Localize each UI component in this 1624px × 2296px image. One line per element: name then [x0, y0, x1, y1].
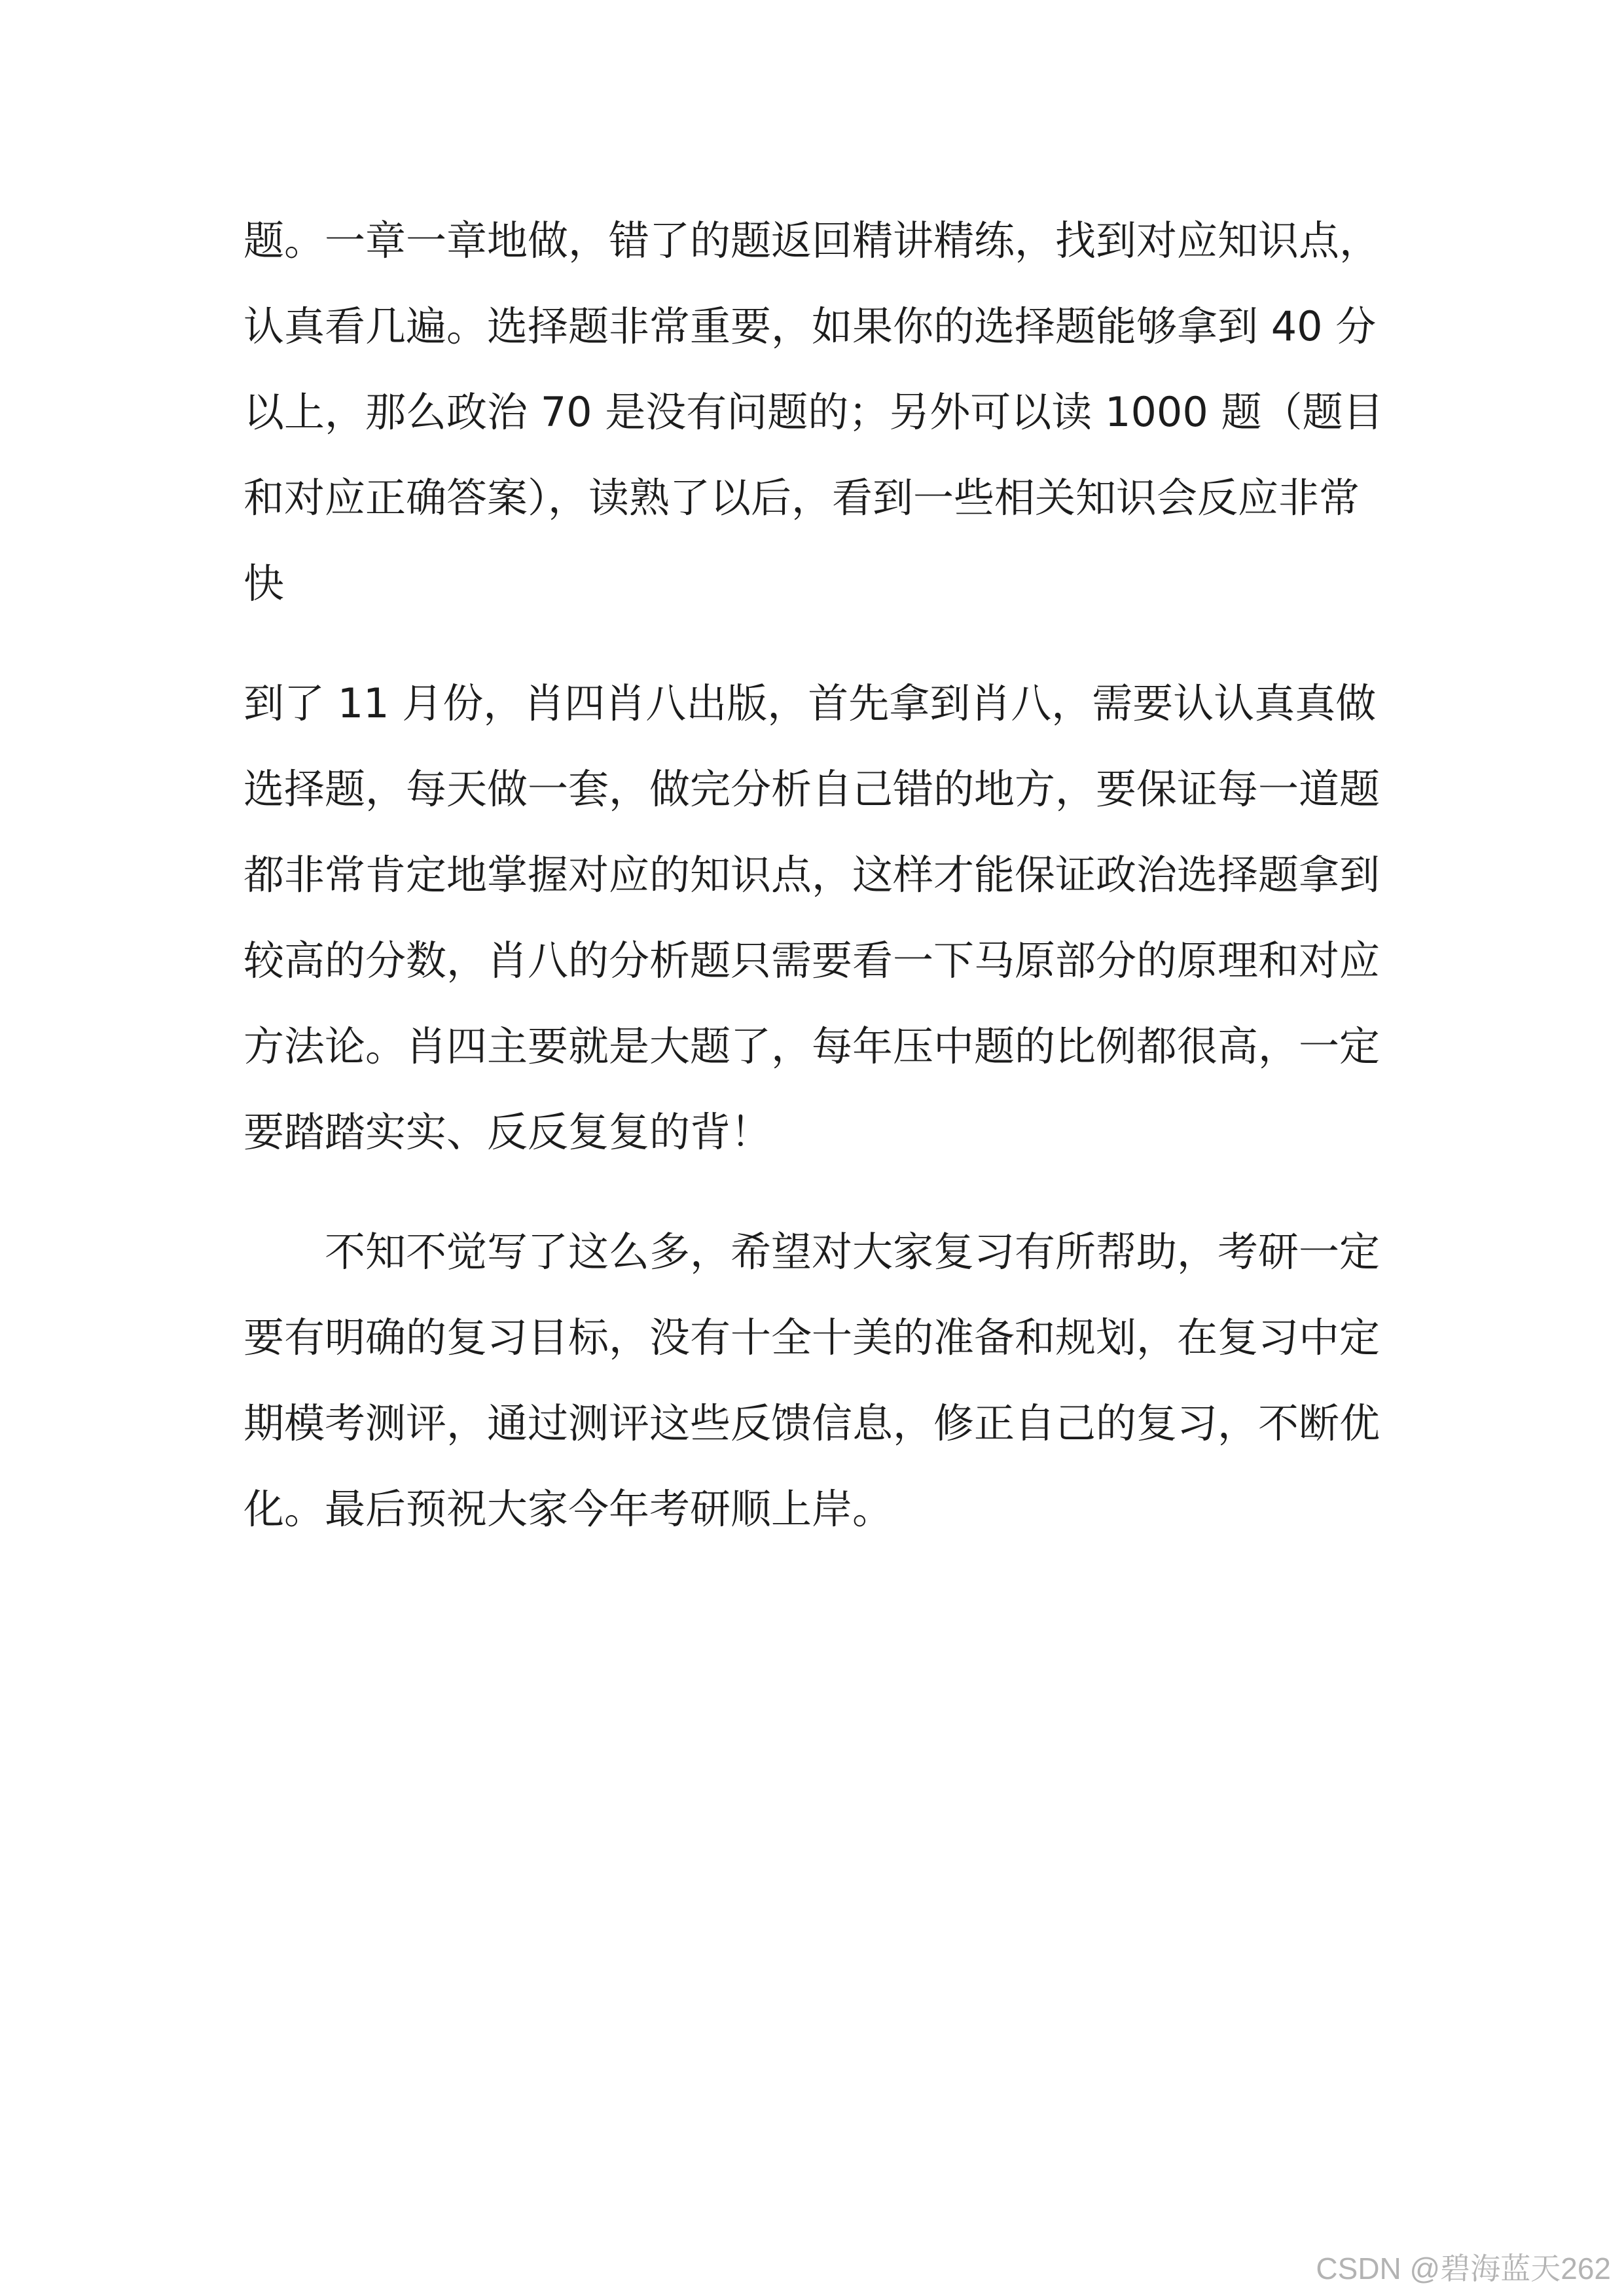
paragraph-line: 选择题，每天做一套，做完分析自己错的地方，要保证每一道题 [244, 765, 1380, 813]
paragraph-line: 较高的分数，肖八的分析题只需要看一下马原部分的原理和对应 [244, 937, 1380, 984]
paragraph-line: 要踏踏实实、反反复复的背！ [244, 1108, 772, 1156]
paragraph-3 [244, 1209, 1380, 1552]
paragraph-line: 都非常肯定地掌握对应的知识点，这样才能保证政治选择题拿到 [244, 851, 1380, 899]
paragraph-line: 期模考测评，通过测评这些反馈信息，修正自己的复习，不断优 [244, 1399, 1380, 1447]
csdn-watermark: CSDN @碧海蓝天262 [1316, 2251, 1611, 2286]
paragraph-1 [244, 198, 1384, 626]
paragraph-line: 以上，那么政治 70 是没有问题的；另外可以读 1000 题（题目 [244, 388, 1384, 436]
paragraph-line: 和对应正确答案），读熟了以后，看到一些相关知识会反应非常 [244, 474, 1360, 522]
paragraph-line: 方法论。肖四主要就是大题了，每年压中题的比例都很高，一定 [244, 1022, 1380, 1070]
paragraph-line: 快 [244, 560, 285, 607]
paragraph-line: 化。最后预祝大家今年考研顺上岸。 [244, 1485, 893, 1533]
paragraph-line: 题。一章一章地做，错了的题返回精讲精练，找到对应知识点， [244, 217, 1380, 264]
paragraph-line: 认真看几遍。选择题非常重要，如果你的选择题能够拿到 40 分 [244, 302, 1377, 350]
paragraph-2 [244, 660, 1380, 1175]
paragraph-line: 要有明确的复习目标，没有十全十美的准备和规划，在复习中定 [244, 1314, 1380, 1361]
paragraph-line: 不知不觉写了这么多，希望对大家复习有所帮助，考研一定 [325, 1228, 1380, 1276]
paragraph-line: 到了 11 月份，肖四肖八出版，首先拿到肖八，需要认认真真做 [244, 679, 1377, 727]
